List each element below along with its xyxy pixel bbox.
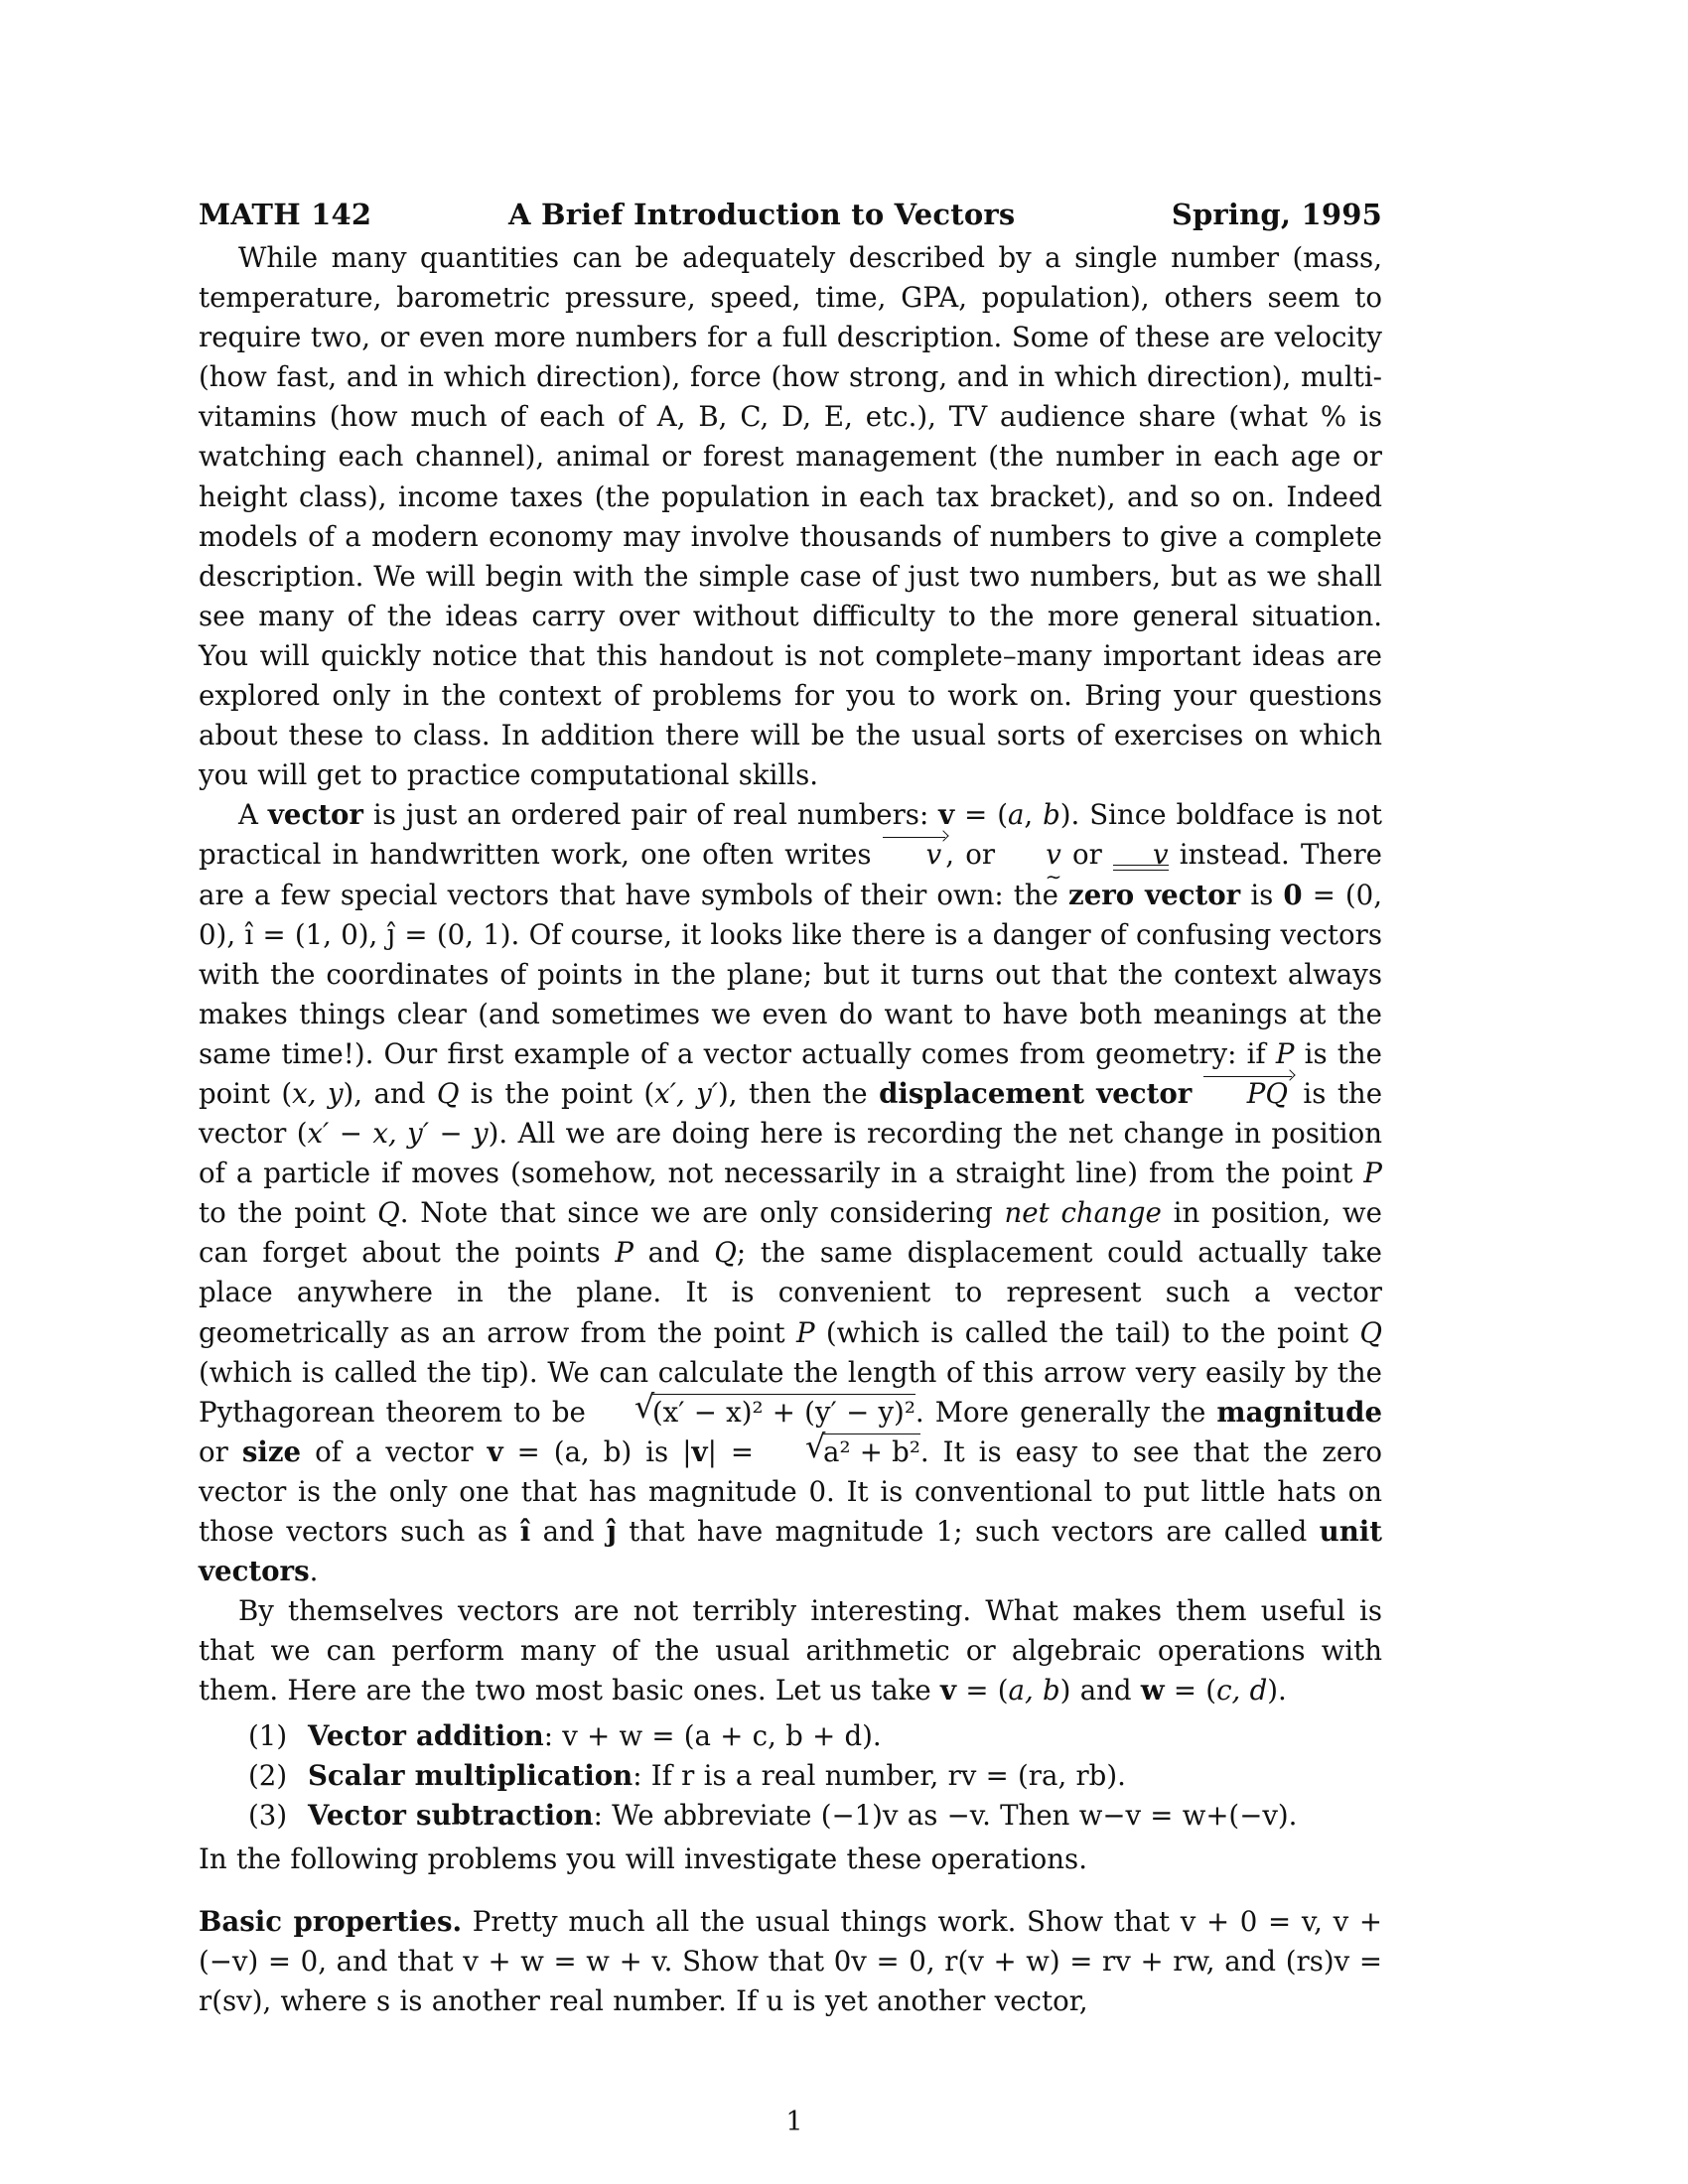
document-header [199,195,1382,238]
list-item-vector-subtraction: (3) Vector subtraction: We abbreviate (−1)v as −v. Then w−v = w+(−v). [248,1799,1298,1833]
magnitude-formula: √ a² + b² [768,1433,920,1472]
basic-properties-paragraph: Basic properties. Pretty much all the usual things work. Show that v + 0 = v, v + (−v) = 0, and that v + w = w + v. Show that 0v = 0, r(v + w) = rv + rw, and (rs)v = r(sv), where s is another real number. If u is yet another vector, [199,1904,1382,2017]
term-date: Spring, 1995 [1171,198,1382,231]
document-title: A Brief Introduction to Vectors [508,198,1016,231]
term-magnitude: magnitude [1216,1395,1382,1429]
page-number: 1 [785,2107,803,2137]
basic-properties-heading: Basic properties. [199,1904,463,1938]
list-item-scalar-multiplication: (2) Scalar multiplication: If r is a real number, rv = (ra, rb). [248,1759,1126,1793]
term-vector: vector [267,798,363,832]
pq-vector-notation: PQ [1203,1074,1292,1114]
operations-list [199,1716,1382,1836]
term-unit-vectors: unit vectors [199,1515,1382,1588]
tilde-v-notation: v ∼ [1006,835,1061,875]
followup-paragraph: In the following problems you will investigate these operations. [199,1843,1087,1876]
intro-paragraph: While many quantities can be adequately described by a single number (mass, temperature, barometric pressure, speed, time, GPA, population), others seem to require two, or even more numbers for a full description. Some of these are velocity (how fast, and in which direction), force (how strong, and in which direction), multi-vitamins (how much of each of A, B, C, D, E, etc.), TV audience share (what % is watching each channel), animal or forest management (the number in each age or height class), income taxes (the population in each tax bracket), and so on. Indeed models of a modern economy may involve thousands of numbers to give a complete description. We will begin with the simple case of just two numbers, but as we shall see many of the ideas carry over without difficulty to the more general situation. You will quickly notice that this handout is not complete–many important ideas are explored only in the context of problems for you to work on. Bring your questions about these to class. In addition there will be the usual sorts of exercises on which you will get to practice computational skills. [199,241,1382,792]
term-displacement-vector: displacement vector [879,1076,1193,1110]
document-page [199,195,1382,2021]
term-size: size [241,1434,302,1468]
list-item-vector-addition: (1) Vector addition: v + w = (a + c, b + d). [248,1719,882,1753]
arrow-v-notation: v [883,835,946,875]
operations-paragraph: By themselves vectors are not terribly interesting. What makes them useful is that we can perform many of the usual arithmetic or algebraic operations with them. Here are the two most basic ones. Let us take v = (a, b) and w = (c, d). [199,1594,1382,1707]
term-zero-vector: zero vector [1068,878,1241,911]
course-code: MATH 142 [199,198,372,231]
pythagorean-formula: √ (x′ − x)² + (y′ − y)² [597,1393,915,1433]
underline-v-notation: v [1113,835,1169,875]
emphasis-net-change: net change [1004,1196,1162,1230]
vector-definition-paragraph: A vector is just an ordered pair of real numbers: v = (a, b). Since boldface is not practical in handwritten work, one often writes v , or v ∼ or v instead. There are a few special vectors that have symbols of their own: the zero vector is 0 = (0, 0), ı̂ = (1, 0), ȷ̂ = (0, 1). Of course, it looks like there is a danger of confusing vectors with the coordinates of points in the plane; but it turns out that the context always makes things clear (and sometimes we even do want to have both meanings at the same time!). Our first example of a vector actually comes from geometry: if P is the point (x, y), and Q is the point (x′, y′), then the displacement vector PQ is the vector (x′ − x, y′ − y). All we are doing here is recording the net change in position of a particle if moves (somehow, not necessarily in a straight line) from the point P to the point Q. Note that since we are only considering net change in position, we can forget about the points P and Q; the same displacement could actually take place anywhere in the plane. It is convenient to represent such a vector geometrically as an arrow from the point P (which is called the tail) to the point Q (which is called the tip). We can calculate the length of this arrow very easily by the Pythagorean theorem to be √ (x′ − x)² + (y′ − y)². More generally the magnitude or size of a vector v = (a, b) is |v| = √ a² + b². It is easy to see that the zero vector is the only one that has magnitude 0. It is conventional to put little hats on those vectors such as ı̂ and ȷ̂ that have magnitude 1; such vectors are called unit vectors. [199,795,1382,1591]
unit-vector-defs: ı̂ = (1, 0), ȷ̂ = (0, 1). [244,917,520,951]
